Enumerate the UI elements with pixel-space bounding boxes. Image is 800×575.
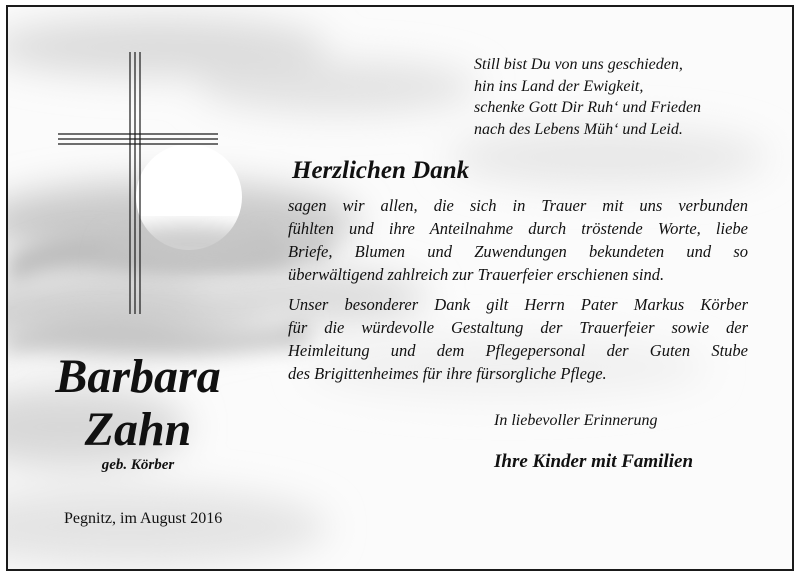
poem-line: schenke Gott Dir Ruh‘ und Frieden [474, 99, 702, 116]
signature: Ihre Kinder mit Familien [494, 451, 694, 472]
maiden-name: geb. Körber [101, 457, 175, 473]
paragraph-line: des Brigittenheimes für ihre fürsorgliche Pflege. [288, 364, 607, 383]
deceased-first-name: Barbara [55, 350, 221, 403]
poem-line: hin ins Land der Ewigkeit, [474, 77, 644, 95]
cross-icon [58, 52, 218, 322]
paragraph-line: Briefe, Blumen und Zuwendungen bekundeten und so [288, 242, 748, 261]
poem-line: nach des Lebens Müh‘ und Leid. [474, 120, 683, 138]
paragraph-line: überwältigend zahlreich zur Trauerfeier erschienen sind. [288, 265, 665, 284]
place-and-date: Pegnitz, im August 2016 [64, 510, 223, 527]
paragraph-line: für die würdevolle Gestaltung der Trauerfeier sowie der [288, 318, 748, 337]
paragraph-line: Heimleitung und dem Pflegepersonal der Guten Stube [288, 341, 748, 360]
special-thanks-paragraph [288, 293, 748, 385]
paragraph-line: fühlten und ihre Anteilnahme durch tröstende Worte, liebe [288, 219, 748, 238]
closing-phrase: In liebevoller Erinnerung [494, 412, 658, 429]
deceased-last-name: Zahn [84, 403, 192, 456]
poem-line: Still bist Du von uns geschieden, [474, 56, 683, 73]
thank-you-heading: Herzlichen Dank [292, 157, 470, 184]
poem [474, 54, 701, 140]
thank-you-paragraph [288, 194, 748, 286]
paragraph-line: Unser besonderer Dank gilt Herrn Pater Markus Körber [288, 295, 748, 314]
paragraph-line: sagen wir allen, die sich in Trauer mit uns verbunden [288, 196, 748, 215]
obituary-card [6, 5, 794, 571]
